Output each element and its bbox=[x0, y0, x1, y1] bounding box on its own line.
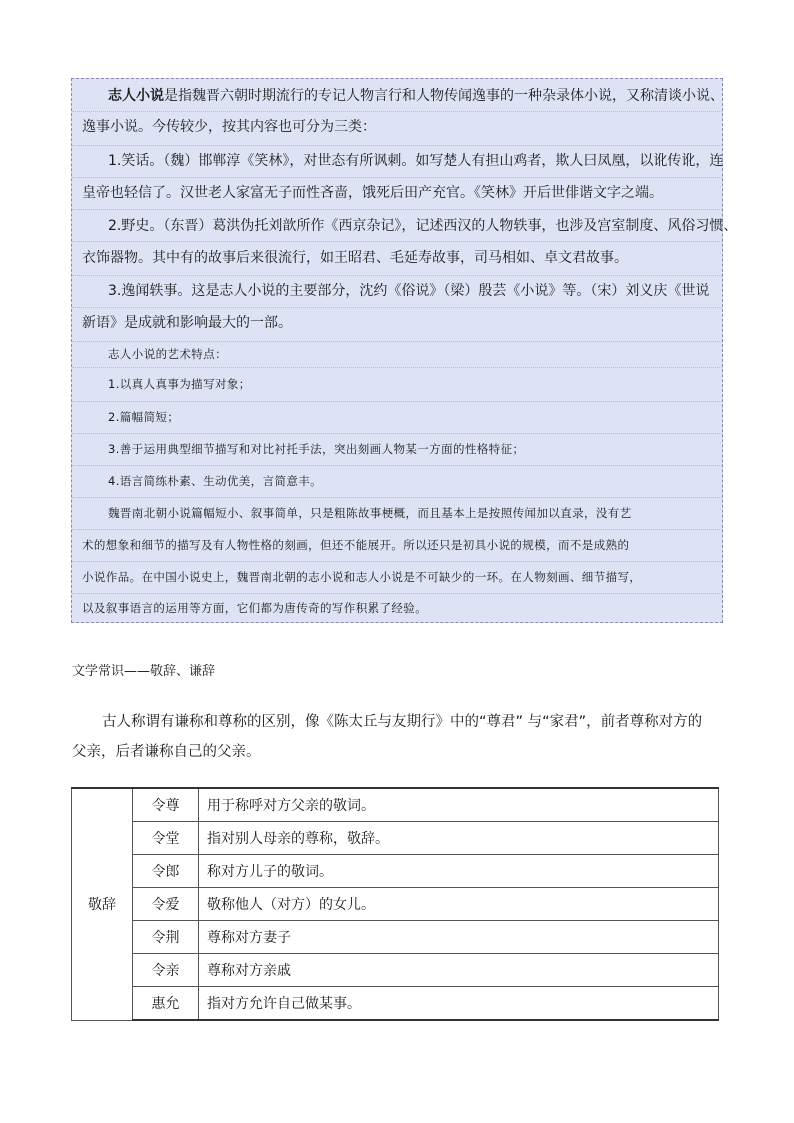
info-line: 1.笑话。（魏）邯郸淳《笑林》，对世态有所讽刺。如写楚人有担山鸡者，欺人曰凤凰，以讹传讹，连 bbox=[108, 153, 724, 169]
info-line: 3.善于运用典型细节描写和对比衬托手法，突出刻画人物某一方面的性格特征； bbox=[108, 442, 525, 456]
info-row bbox=[72, 177, 722, 210]
info-line: 逸事小说。今传较少，按其内容也可分为三类： bbox=[82, 119, 376, 135]
term-cell: 令尊 bbox=[133, 788, 199, 822]
info-line: 小说作品。在中国小说史上，魏晋南北朝的志小说和志人小说是不可缺少的一环。在人物刻画、细节描写， bbox=[82, 570, 642, 584]
info-row bbox=[72, 593, 722, 623]
info-row bbox=[72, 465, 722, 498]
term-cell: 令郎 bbox=[133, 855, 199, 888]
info-line: 术的想象和细节的描写及有人物性格的刻画，但还不能展开。所以还只是初具小说的规模，而不是成熟的 bbox=[82, 538, 630, 552]
section-title: 文学常识——敬辞、谦辞 bbox=[72, 664, 216, 679]
category-cell: 敬辞 bbox=[72, 788, 133, 1020]
table-row bbox=[72, 987, 719, 1021]
paragraph-line-1: 古人称谓有谦称和尊称的区别，像《陈太丘与友期行》中的“尊君” 与“家君”，前者尊称对方的 bbox=[102, 714, 703, 730]
info-line: 新语》是成就和影响最大的一部。 bbox=[82, 315, 292, 331]
info-row bbox=[72, 367, 722, 402]
info-row bbox=[72, 145, 722, 178]
table-row bbox=[72, 788, 719, 822]
table-row bbox=[72, 888, 719, 921]
definition-cell: 尊称对方亲戚 bbox=[199, 954, 719, 987]
term-cell: 令堂 bbox=[133, 822, 199, 855]
info-line bbox=[108, 86, 724, 106]
term-cell: 令爱 bbox=[133, 888, 199, 921]
definition-cell: 称对方儿子的敬词。 bbox=[199, 855, 719, 888]
definition-cell: 用于称呼对方父亲的敬词。 bbox=[199, 788, 719, 822]
info-row bbox=[72, 401, 722, 434]
info-row bbox=[72, 79, 722, 112]
info-bold-lead: 志人小说 bbox=[108, 88, 164, 104]
info-line: 以及叙事语言的运用等方面，它们都为唐传奇的写作积累了经验。 bbox=[82, 601, 428, 615]
table-row bbox=[72, 921, 719, 954]
info-line: 魏晋南北朝小说篇幅短小、叙事简单，只是粗陈故事梗概，而且基本上是按照传闻加以直录，没有艺 bbox=[108, 506, 632, 520]
info-line: 皇帝也轻信了。汉世老人家富无子而性吝啬，饿死后田产充官。《笑林》开后世俳谐文字之端。 bbox=[82, 185, 663, 201]
info-row bbox=[72, 241, 722, 276]
term-cell: 惠允 bbox=[133, 987, 199, 1021]
table-row bbox=[72, 954, 719, 987]
info-line: 2.篇幅简短； bbox=[108, 410, 180, 424]
info-row bbox=[72, 111, 722, 146]
info-row bbox=[72, 275, 722, 308]
honorifics-table bbox=[71, 787, 719, 1021]
info-row bbox=[72, 529, 722, 562]
info-line: 3.逸闻轶事。这是志人小说的主要部分，沈约《俗说》（梁）殷芸《小说》等。（宋）刘义庆《世说 bbox=[108, 283, 710, 299]
definition-cell: 敬称他人（对方）的女儿。 bbox=[199, 888, 719, 921]
table-row bbox=[72, 855, 719, 888]
info-row bbox=[72, 209, 738, 242]
info-row bbox=[72, 307, 722, 342]
info-box bbox=[71, 78, 738, 623]
definition-cell: 指对方允许自己做某事。 bbox=[199, 987, 719, 1021]
paragraph-line-2: 父亲，后者谦称自己的父亲。 bbox=[72, 744, 261, 760]
info-row bbox=[72, 561, 722, 594]
info-line: 1.以真人真事为描写对象； bbox=[108, 377, 251, 391]
info-row bbox=[72, 433, 722, 466]
term-cell: 令荆 bbox=[133, 921, 199, 954]
info-line: 4.语言简练朴素、生动优美，言简意丰。 bbox=[108, 474, 323, 488]
info-line: 2.野史。（东晋）葛洪伪托刘歆所作《西京杂记》，记述西汉的人物轶事，也涉及宫室制度、风俗习惯、 bbox=[108, 218, 738, 234]
info-row bbox=[72, 341, 722, 368]
table-row bbox=[72, 822, 719, 855]
info-line: 志人小说的艺术特点： bbox=[108, 347, 227, 361]
info-text: 是指魏晋六朝时期流行的专记人物言行和人物传闻逸事的一种杂录体小说，又称清谈小说、 bbox=[164, 88, 724, 104]
definition-cell: 指对别人母亲的尊称，敬辞。 bbox=[199, 822, 719, 855]
definition-cell: 尊称对方妻子 bbox=[199, 921, 719, 954]
info-row bbox=[72, 497, 722, 530]
info-line: 衣饰器物。其中有的故事后来很流行，如王昭君、毛延寿故事，司马相如、卓文君故事。 bbox=[82, 250, 628, 266]
term-cell: 令亲 bbox=[133, 954, 199, 987]
